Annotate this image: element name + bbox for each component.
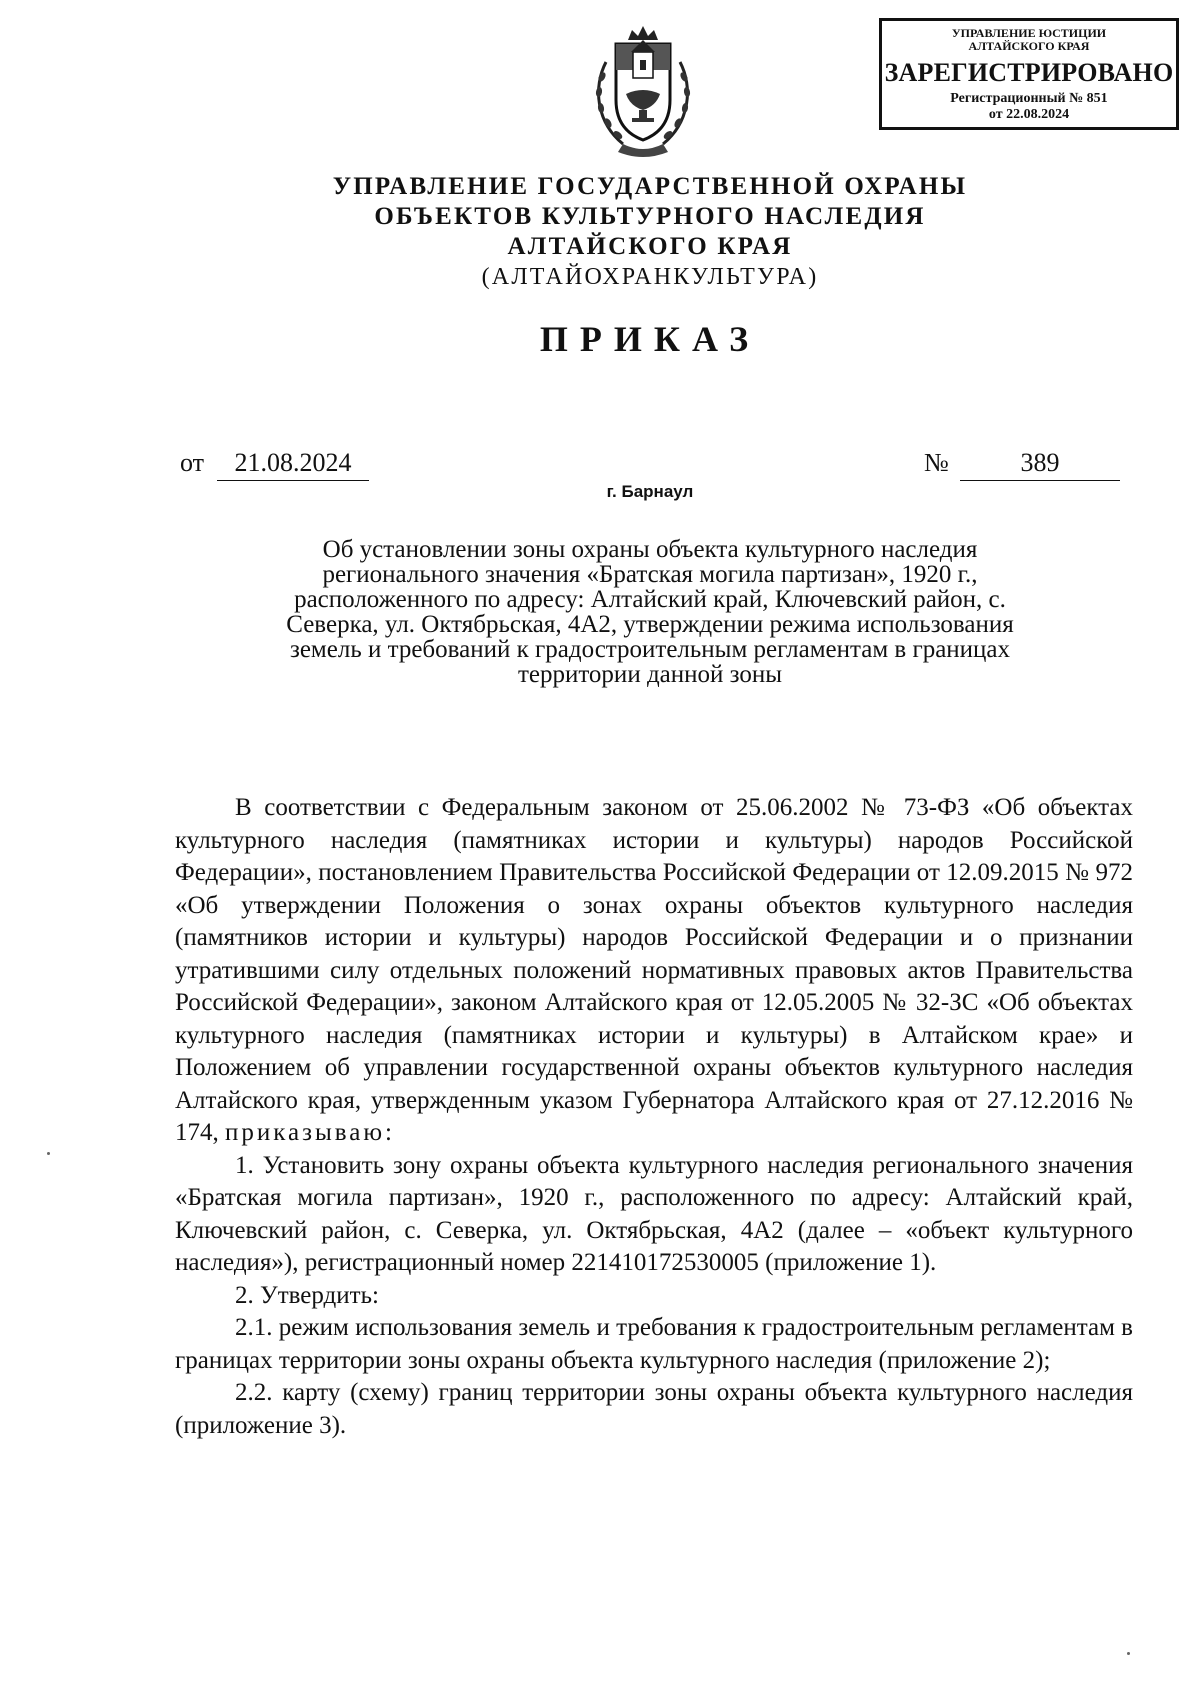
item-2: 2. Утвердить: — [235, 1281, 379, 1309]
stamp-reg-number: Регистрационный № 851 — [950, 91, 1108, 106]
stamp-reg-date: от 22.08.2024 — [988, 107, 1070, 122]
stamp-org-line2: АЛТАЙСКОГО КРАЯ — [968, 39, 1090, 53]
coat-of-arms-icon — [588, 22, 698, 162]
header-abbreviation: (АЛТАЙОХРАНКУЛЬТУРА) — [481, 264, 819, 290]
scan-speck — [1127, 1652, 1130, 1655]
item-1: 1. Установить зону охраны объекта культурного наследия регионального значения «Братская могила партизан», 1920 г., расположенного по адресу: Алтайский край, Ключевский район, с. Северка, ул. Октябрьская, 4А2 (далее – «объект культурного наследия»), регистрационный номер 221410172530005 (приложение 1). — [175, 1151, 1133, 1276]
preamble-paragraph — [175, 792, 1133, 1150]
header-line2: ОБЪЕКТОВ КУЛЬТУРНОГО НАСЛЕДИЯ — [374, 203, 926, 230]
preamble-text: В соответствии с Федеральным законом от 25.06.2002 № 73-ФЗ «Об объектах культурного наследия (памятниках истории и культуры) народов Российской Федерации», постановлением Правительства Российской Федерации от 12.09.2015 № 972 «Об утверждении Положения о зонах охраны объектов культурного наследия (памятников истории и культуры) народов Российской Федерации и о признании утратившими силу отдельных положений нормативных правовых актов Правительства Российской Федерации», законом Алтайского края от 12.05.2005 № 32-ЗС «Об объектах культурного наследия (памятниках истории и культуры) в Алтайском крае» и Положением об управлении государственной охраны объектов культурного наследия Алтайского края, утвержденным указом Губернатора Алтайского края от 27.12.2016 № 174, — [175, 794, 1133, 1146]
document-type-title: ПРИКАЗ — [539, 319, 761, 359]
number-label: № — [924, 448, 949, 477]
registration-stamp — [879, 18, 1179, 130]
header-line3: АЛТАЙСКОГО КРАЯ — [507, 233, 793, 260]
order-subject: Об установлении зоны охраны объекта культурного наследия регионального значения «Братская могила партизан», 1920 г., расположенного по адресу: Алтайский край, Ключевский район, с. Северка, ул. Октябрьская, 4А2, утверждении режима использования земель и требований к градостроительным регламентам в границах территории данной зоны — [286, 536, 1014, 688]
order-word: приказываю: — [225, 1119, 395, 1146]
item-2-2: 2.2. карту (схему) границ территории зоны охраны объекта культурного наследия (приложение 3). — [175, 1379, 1133, 1439]
stamp-org-line1: УПРАВЛЕНИЕ ЮСТИЦИИ — [951, 26, 1107, 40]
stamp-status: ЗАРЕГИСТРИРОВАНО — [884, 58, 1174, 87]
organization-header — [0, 172, 1200, 292]
order-number: 389 — [960, 448, 1120, 481]
order-body — [175, 792, 1133, 1442]
date-label: от — [180, 448, 205, 477]
order-date: 21.08.2024 — [217, 448, 369, 481]
city: г. Барнаул — [606, 482, 694, 501]
header-line1: УПРАВЛЕНИЕ ГОСУДАРСТВЕННОЙ ОХРАНЫ — [332, 173, 968, 200]
scan-speck — [47, 1152, 50, 1155]
item-2-1: 2.1. режим использования земель и требования к градостроительным регламентам в границах территории зоны охраны объекта культурного наследия (приложение 2); — [175, 1314, 1133, 1374]
